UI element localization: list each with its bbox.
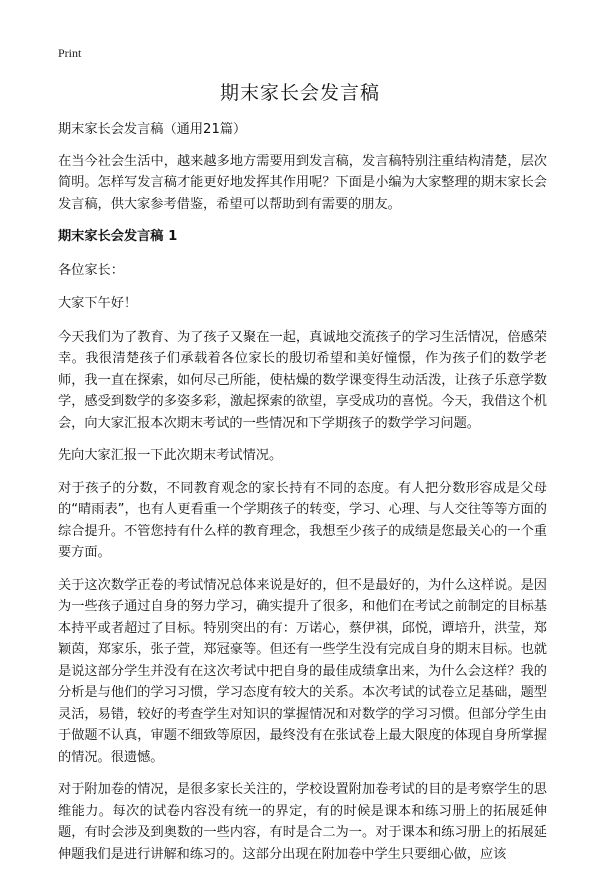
- body-paragraph: 先向大家汇报一下此次期末考试情况。: [58, 448, 283, 463]
- article-subtitle: 期末家长会发言稿（通用21篇）: [58, 122, 247, 137]
- print-link[interactable]: Print: [58, 46, 82, 60]
- article-body: [58, 119, 547, 876]
- body-paragraph: 对于孩子的分数，不同教育观念的家长持有不同的态度。有人把分数形容成是父母的“晴雨表”，也有人更看重一个学期孩子的转变，学习、心理、与人交往等等方面的综合提升。不管您持有什么样的教育理念，我想至少孩子的成绩是您最关心的一个重要方面。: [58, 480, 547, 560]
- greeting-line: 大家下午好！: [58, 296, 138, 311]
- intro-paragraph: 在当今社会生活中，越来越多地方需要用到发言稿，发言稿特别注重结构清楚，层次简明。怎样写发言稿才能更好地发挥其作用呢？下面是小编为大家整理的期末家长会发言稿，供大家参考借鉴，希望可以帮助到有需要的朋友。: [58, 153, 547, 212]
- body-paragraph: 今天我们为了教育、为了孩子又聚在一起，真诚地交流孩子的学习生活情况，倍感荣幸。我很清楚孩子们承载着各位家长的殷切希望和美好憧憬，作为孩子们的数学老师，我一直在探索，如何尽己所能，使枯燥的数学课变得生动活泼，让孩子乐意学数学，感受到数学的多姿多彩，激起探索的欲望，享受成功的喜悦。今天，我借这个机会，向大家汇报本次期末考试的一些情况和下学期孩子的数学学习问题。: [58, 329, 547, 431]
- page-title: 期末家长会发言稿: [219, 82, 380, 104]
- body-paragraph: 对于附加卷的情况，是很多家长关注的，学校设置附加卷考试的目的是考察学生的思维能力。每次的试卷内容没有统一的界定，有的时候是课本和练习册上的拓展延伸题，有时会涉及到奥数的一些内容，有时是合二为一。对于课本和练习册上的拓展延伸题我们是进行讲解和练习的。这部分出现在附加卷中学生只要细心做，应该: [58, 782, 547, 862]
- greeting-line: 各位家长：: [58, 262, 124, 278]
- section-heading: 期末家长会发言稿 1: [58, 229, 178, 244]
- body-paragraph: 关于这次数学正卷的考试情况总体来说是好的，但不是最好的，为什么这样说。是因为一些孩子通过自身的努力学习，确实提升了很多，和他们在考试之前制定的目标基本持平或者超过了目标。特别突出的有：万诺心，蔡伊祺，邱悦，谭培升，洪莹，郑颖茵，郑家乐，张子萱，郑冠豪等。但还有一些学生没有完成自身的期末目标。也就是说这部分学生并没有在这次考试中把自身的最佳成绩拿出来，为什么会这样？我的分析是与他们的学习习惯，学习态度有较大的关系。本次考试的试卷立足基础，题型灵活，易错，较好的考查学生对知识的掌握情况和对数学的学习习惯。但部分学生由于做题不认真，审题不细致等原因，最终没有在张试卷上最大限度的体现自身所掌握的情况。很遗憾。: [58, 577, 547, 765]
